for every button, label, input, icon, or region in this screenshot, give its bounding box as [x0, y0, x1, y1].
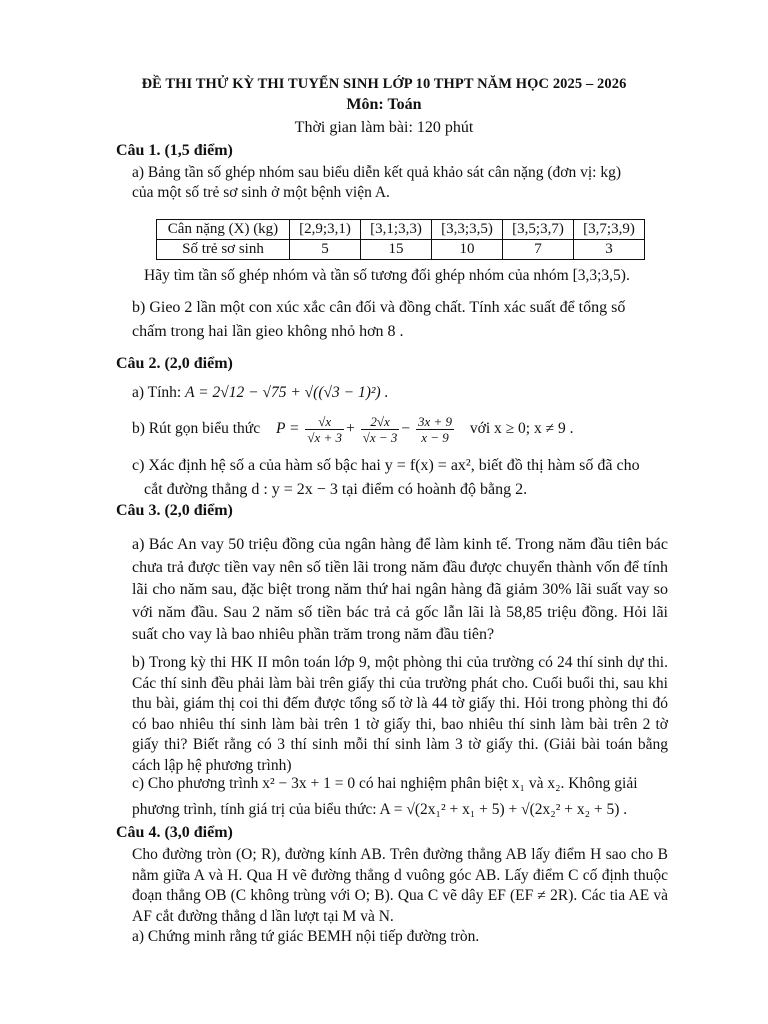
q1b-line2: chấm trong hai lần gieo không nhỏ hơn 8 .: [132, 323, 404, 340]
table-header-weight: Cân nặng (X) (kg): [157, 220, 290, 240]
q2a-line: [132, 383, 388, 403]
q1b-line1: b) Gieo 2 lần một con xúc xắc cân đối và đồng chất. Tính xác suất để tổng số: [132, 299, 626, 316]
fraction-numerator: 3x + 9: [418, 414, 453, 429]
fraction-numerator: √x: [305, 414, 344, 430]
question-2-heading: Câu 2. (2,0 điểm): [116, 355, 233, 372]
fraction-denominator: √x − 3: [362, 430, 398, 445]
q2c-line2: cắt đường thẳng d : y = 2x − 3 tại điểm có hoành độ bằng 2.: [144, 481, 528, 498]
fraction-numerator: 2√x: [361, 414, 400, 430]
q4a-line: a) Chứng minh rằng tứ giác BEMH nội tiếp đường tròn.: [132, 928, 480, 945]
fraction: [305, 414, 344, 445]
table-cell: [3,3;3,5): [432, 220, 503, 240]
table-cell: 7: [503, 240, 574, 260]
q1a-line2: của một số trẻ sơ sinh ở một bệnh viện A.: [132, 184, 390, 201]
table-cell: 15: [361, 240, 432, 260]
q1a-task: Hãy tìm tần số ghép nhóm và tần số tương đối ghép nhóm của nhóm [3,3;3,5).: [144, 267, 630, 284]
table-cell: 5: [290, 240, 361, 260]
q2a-prefix: a) Tính:: [132, 384, 182, 401]
exam-time: Thời gian làm bài: 120 phút: [294, 119, 474, 136]
q2b-P: P =: [275, 420, 300, 438]
fraction-denominator: √x + 3: [307, 430, 343, 445]
table-row: [157, 220, 645, 240]
fraction: [416, 414, 454, 445]
question-3-heading: Câu 3. (2,0 điểm): [116, 502, 233, 519]
table-cell: [3,7;3,9): [574, 220, 645, 240]
q3a-paragraph: a) Bác An vay 50 triệu đồng của ngân hàng để làm kinh tế. Trong năm đầu tiên bác chưa trả được tiền vay nên số tiền lãi trong năm đầu được chuyển thành vốn để tính lãi cho năm sau, đặc biệt trong năm thứ hai ngân hàng đã giảm 30% lãi suất vay so với năm đầu. Sau 2 năm số tiền bác trả cả gốc lẫn lãi là 58,85 triệu đồng. Hỏi lãi suất cho vay là bao nhiêu phần trăm trong năm đầu tiên?: [132, 536, 668, 643]
table-cell: 10: [432, 240, 503, 260]
table-cell: [2,9;3,1): [290, 220, 361, 240]
table-header-count: Số trẻ sơ sinh: [157, 240, 290, 260]
q2a-expression: A = 2√12 − √75 + √((√3 − 1)²) .: [185, 384, 389, 401]
fraction-denominator: x − 9: [421, 430, 449, 445]
table-cell: [3,5;3,7): [503, 220, 574, 240]
table-row: [157, 240, 645, 260]
fraction: [361, 414, 400, 445]
question-4-heading: Câu 4. (3,0 điểm): [116, 824, 233, 841]
q3c-line2: phương trình, tính giá trị của biểu thức: A = √(2x₁² + x₁ + 5) + √(2x₂² + x₂ + 5) .: [132, 801, 628, 818]
table-cell: 3: [574, 240, 645, 260]
q4-paragraph: Cho đường tròn (O; R), đường kính AB. Trên đường thẳng AB lấy điểm H sao cho B nằm giữa A và H. Qua H vẽ đường thẳng d vuông góc AB. Lấy điểm C cố định thuộc đoạn thẳng OB (C không trùng với O; B). Qua C vẽ dây EF (EF ≠ 2R). Các tia AE và AF cắt đường thẳng d lần lượt tại M và N.: [132, 846, 668, 925]
q2b-condition: với x ≥ 0; x ≠ 9 .: [469, 420, 574, 438]
frequency-table: [156, 219, 645, 260]
q2b-line: b) Rút gọn biểu thức P = $\frac{√x}{√x + 3}$ + $\frac{2√x}{√x - 3}$ − $\frac{3x + 9}{x - 9}$ với x ≥ 0; x ≠ 9 .: [132, 414, 574, 445]
q2b-prefix: b) Rút gọn biểu thức: [132, 420, 261, 438]
table-cell: [3,1;3,3): [361, 220, 432, 240]
exam-title: ĐỀ THI THỬ KỲ THI TUYỂN SINH LỚP 10 THPT NĂM HỌC 2025 – 2026: [141, 76, 627, 92]
q2c-line1: c) Xác định hệ số a của hàm số bậc hai y = f(x) = ax², biết đồ thị hàm số đã cho: [132, 457, 640, 474]
exam-subject: Môn: Toán: [346, 96, 422, 113]
q1a-line1: a) Bảng tần số ghép nhóm sau biểu diễn kết quả khảo sát cân nặng (đơn vị: kg): [132, 164, 622, 181]
q3b-paragraph: b) Trong kỳ thi HK II môn toán lớp 9, một phòng thi của trường có 24 thí sinh dự thi. Các thí sinh đều phải làm bài trên giấy thi của trường phát cho. Cuối buổi thi, sau khi thu bài, giám thị coi thi đếm được tổng số tờ là 44 tờ giấy thi. Hỏi trong phòng thi đó có bao nhiêu thí sinh làm bài trên 1 tờ giấy thi, bao nhiêu thí sinh làm bài trên 2 tờ giấy thi? Biết rằng có 3 thí sinh mỗi thí sinh làm 3 tờ giấy thi. (Giải bài toán bằng cách lập hệ phương trình): [132, 654, 668, 774]
q3c-line1: c) Cho phương trình x² − 3x + 1 = 0 có hai nghiệm phân biệt x₁ và x₂. Không giải: [132, 775, 638, 792]
question-1-heading: Câu 1. (1,5 điểm): [116, 142, 233, 159]
